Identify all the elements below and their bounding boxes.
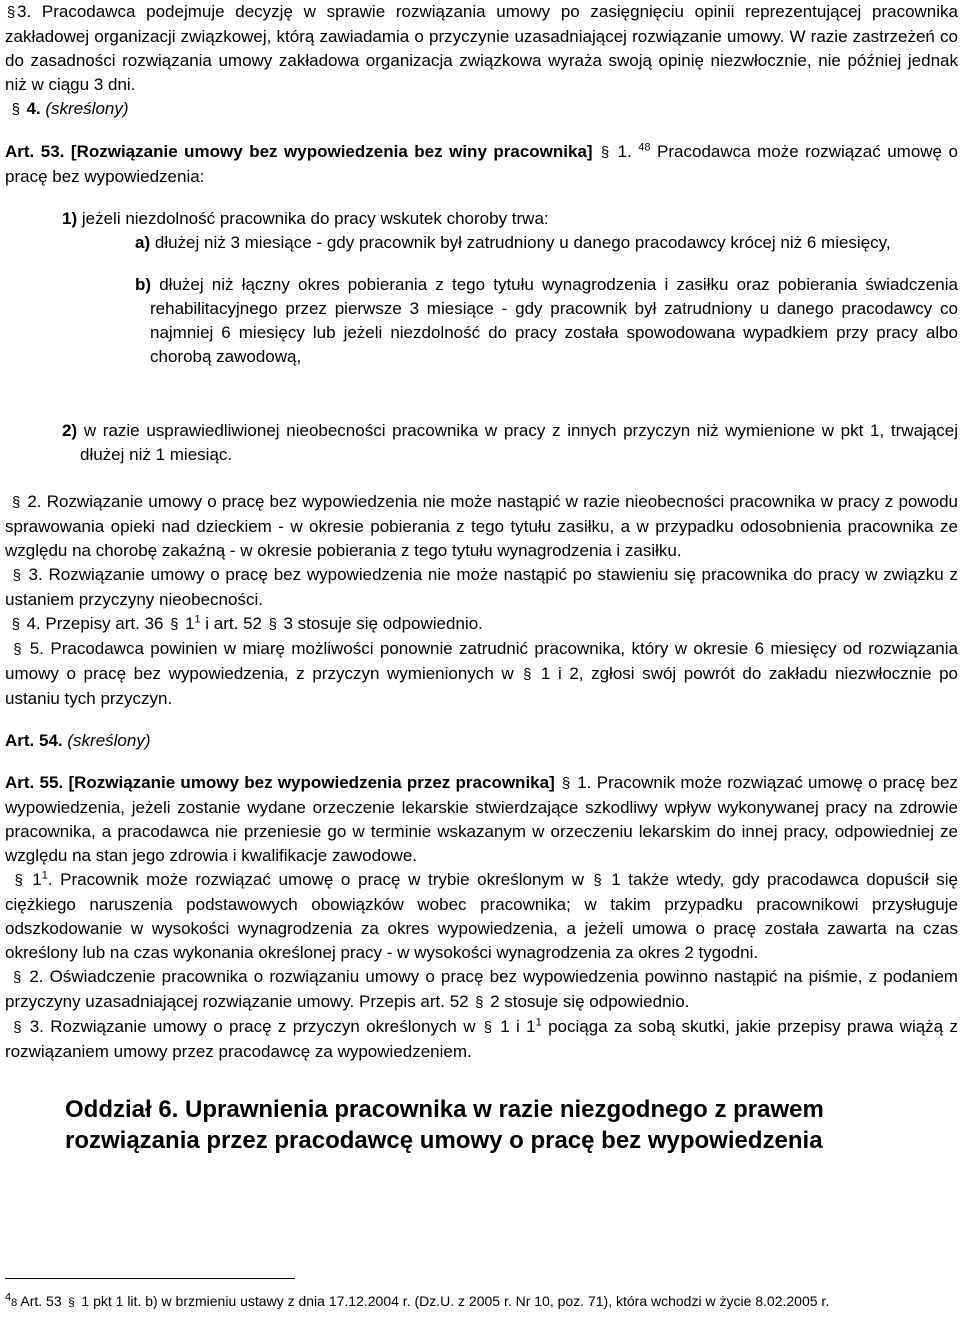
section-icon: § — [11, 101, 20, 118]
section-icon: § — [12, 567, 21, 584]
section-icon: § — [523, 666, 532, 683]
paragraph-number: 1 — [32, 870, 42, 889]
section-icon: § — [483, 1019, 493, 1036]
article-55-para-3 — [5, 1015, 958, 1064]
paragraph-text: (skreślony) — [45, 99, 129, 118]
section-heading — [65, 1094, 958, 1156]
article-55-para-2 — [5, 965, 958, 1015]
section-icon: § — [600, 144, 610, 161]
paragraph-number: 3. — [28, 565, 43, 584]
paragraph-text: Pracodawca może rozwiązać umowę o pracę bez wypowiedzenia: — [5, 142, 958, 186]
paragraph-text: Przepisy art. 36 — [45, 614, 164, 633]
paragraph-text: 3 stosuje się odpowiednio. — [283, 614, 483, 633]
footnote-text: 1 pkt 1 lit. b) w brzmieniu ustawy z dnia 17.12.2004 r. (Dz.U. z 2005 r. Nr 10, poz. 71), która wchodzi w życie 8.02.2005 r. — [81, 1293, 830, 1309]
article-53-para-4 — [5, 612, 958, 637]
paragraph-number: 5. — [29, 639, 44, 658]
paragraph-text: 2 stosuje się odpowiednio. — [490, 992, 690, 1011]
article-label: Art. 54. — [5, 731, 63, 750]
article-55-para-1-1 — [5, 868, 958, 965]
paragraph-text: 1 i 2, zgłosi swój powrót do zakładu niezwłocznie po ustaniu tych przyczyn. — [5, 664, 958, 708]
section-icon: § — [268, 616, 277, 633]
footnote — [5, 1292, 829, 1312]
list-item-1b — [5, 273, 958, 369]
article-53-para-2 — [5, 490, 958, 563]
paragraph-text: pociąga za sobą skutki, jakie przepisy prawa wiążą z rozwiązaniem umowy przez pracodawcę za wypowiedzeniem. — [5, 1017, 958, 1061]
paragraph-text: Rozwiązanie umowy o pracę bez wypowiedzenia nie może nastąpić w razie nieobecności pracownika w pracy z powodu sprawowania opieki nad dzieckiem - w okresie pobierania z tego tytułu zasiłku, a w przypadku odosobnienia pracownika ze względu na chorobę zakaźną - w okresie pobierania z tego tytułu wynagrodzenia i zasiłku. — [5, 492, 958, 560]
paragraph-ref: 1 — [184, 614, 195, 633]
section-icon: § — [11, 616, 20, 633]
section-icon: § — [6, 4, 16, 21]
paragraph-text: i art. 52 — [205, 614, 262, 633]
item-label: a) — [135, 233, 151, 252]
list-item-2 — [5, 419, 958, 467]
section-icon: § — [68, 1295, 75, 1309]
paragraph-text: 1 także wtedy, gdy pracodawca dopuścił się ciężkiego naruszenia podstawowych obowiązków wobec pracownika; w takim przypadku pracownikowi przysługuje odszkodowanie w wysokości wynagrodzenia za okres wypowiedzenia, a jeżeli umowa o pracę została zawarta na czas określony lub na czas wykonania określonej pracy - w wysokości wynagrodzenia za okres 2 tygodni. — [5, 870, 958, 962]
article-53-para-5 — [5, 637, 958, 711]
paragraph-text: Pracodawca powinien w miarę możliwości ponownie zatrudnić pracownika, który w okresie 6 miesięcy od rozwiązania umowy o pracę bez wypowiedzenia, z przyczyn wymienionych w — [5, 639, 958, 683]
paragraph-number: 3. — [29, 1017, 44, 1036]
article-53-intro — [5, 140, 958, 189]
article-label: Art. 55. — [5, 773, 64, 792]
item-label: 1) — [62, 209, 78, 228]
item-text: dłużej niż 3 miesiące - gdy pracownik był zatrudniony u danego pracodawcy krócej niż 6 miesięcy, — [154, 233, 891, 252]
article-title: [Rozwiązanie umowy bez wypowiedzenia przez pracownika] — [68, 773, 555, 792]
article-label: Art. 53. — [5, 142, 65, 161]
article-54 — [5, 729, 958, 753]
section-icon: § — [12, 494, 21, 511]
paragraph-text: Rozwiązanie umowy o pracę bez wypowiedzenia nie może nastąpić po stawieniu się pracownika do pracy w związku z ustaniem przyczyny nieobecności. — [5, 565, 958, 609]
footnote-sup: 4 — [5, 1291, 12, 1304]
footnote-divider — [5, 1278, 295, 1279]
paragraph-text: Oświadczenie pracownika o rozwiązaniu umowy o pracę bez wypowiedzenia powinno nastąpić na piśmie, z podaniem przyczyny uzasadniającej rozwiązanie umowy. Przepis art. 52 — [5, 967, 958, 1011]
paragraph-text: Pracodawca podejmuje decyzję w sprawie rozwiązania umowy po zasięgnięciu opinii reprezentującej pracownika zakładowej organizacji związkowej, którą zawiadamia o przyczynie uzasadniającej rozwiązanie umowy. W razie zastrzeżeń co do zasadności rozwiązania umowy zakładowa organizacja związkowa wyraża swoją opinię niezwłocznie, nie później jednak niż w ciągu 3 dni. — [5, 2, 958, 94]
section-icon: § — [13, 1019, 22, 1036]
paragraph-text: Rozwiązanie umowy o pracę z przyczyn określonych w — [50, 1017, 476, 1036]
paragraph-number: 1. — [577, 773, 592, 792]
paragraph-number: 3. — [17, 2, 32, 21]
paragraph-number: 4. — [26, 99, 41, 118]
section-icon: § — [170, 616, 179, 633]
paragraph-number: 1. — [617, 142, 632, 161]
footnote-ref: 48 — [638, 141, 651, 154]
paragraph-number: 2. — [27, 492, 42, 511]
item-text: jeżeli niezdolność pracownika do pracy wskutek choroby trwa: — [81, 209, 549, 228]
article-text: (skreślony) — [67, 731, 151, 750]
article-55-para-1 — [5, 771, 958, 868]
article-title: [Rozwiązanie umowy bez wypowiedzenia bez winy pracownika] — [70, 142, 593, 161]
heading-line-1: Oddział 6. Uprawnienia pracownika w razie niezgodnego z prawem — [65, 1096, 824, 1123]
section-icon: § — [593, 872, 602, 889]
item-text: dłużej niż łączny okres pobierania z tego tytułu wynagrodzenia i zasiłku oraz pobierania świadczenia rehabilitacyjnego przez pierwsze 3 miesiące - gdy pracownik był zatrudniony u danego pracodawcy co najmniej 6 miesięcy lub jeżeli niezdolność do pracy została spowodowana wypadkiem przy pracy albo chorobą zawodową, — [150, 275, 958, 366]
section-icon: § — [14, 872, 23, 889]
section-icon: § — [12, 969, 22, 986]
list-item-1a — [5, 231, 958, 255]
item-text: w razie usprawiedliwionej nieobecności pracownika w pracy z innych przyczyn niż wymienione w pkt 1, trwającej dłużej niż 1 miesiąc. — [80, 421, 958, 464]
section-icon: § — [561, 775, 571, 792]
superscript: 1 — [194, 613, 201, 626]
paragraph-text: . Pracownik może rozwiązać umowę o pracę w trybie określonym w — [47, 870, 584, 889]
item-label: 2) — [62, 421, 78, 440]
superscript: 1 — [41, 869, 48, 882]
paragraph-4 — [5, 97, 958, 122]
paragraph-text: Pracownik może rozwiązać umowę o pracę bez wypowiedzenia, jeżeli zostanie wydane orzeczenie lekarskie stwierdzające szkodliwy wpływ wykonywanej pracy na zdrowie pracownika, a pracodawca nie przeniesie go w terminie wskazanym w orzeczeniu lekarskim do innej pracy, odpowiedniej ze względu na stan jego zdrowia i kwalifikacje zawodowe. — [5, 773, 959, 865]
footnote-text: Art. 53 — [20, 1293, 62, 1309]
paragraph-3 — [5, 0, 958, 97]
paragraph-text: 1 i 1 — [500, 1017, 536, 1036]
heading-line-2: rozwiązania przez pracodawcę umowy o pracę bez wypowiedzenia — [65, 1127, 823, 1154]
document-page — [5, 0, 958, 1156]
footnote-sub: 8 — [11, 1297, 18, 1309]
item-label: b) — [135, 275, 152, 294]
article-53-para-3 — [5, 563, 958, 612]
paragraph-number: 4. — [26, 614, 41, 633]
list-item-1 — [5, 207, 958, 231]
section-icon: § — [475, 994, 484, 1011]
superscript: 1 — [535, 1016, 542, 1029]
section-icon: § — [13, 641, 22, 658]
paragraph-number: 2. — [29, 967, 44, 986]
